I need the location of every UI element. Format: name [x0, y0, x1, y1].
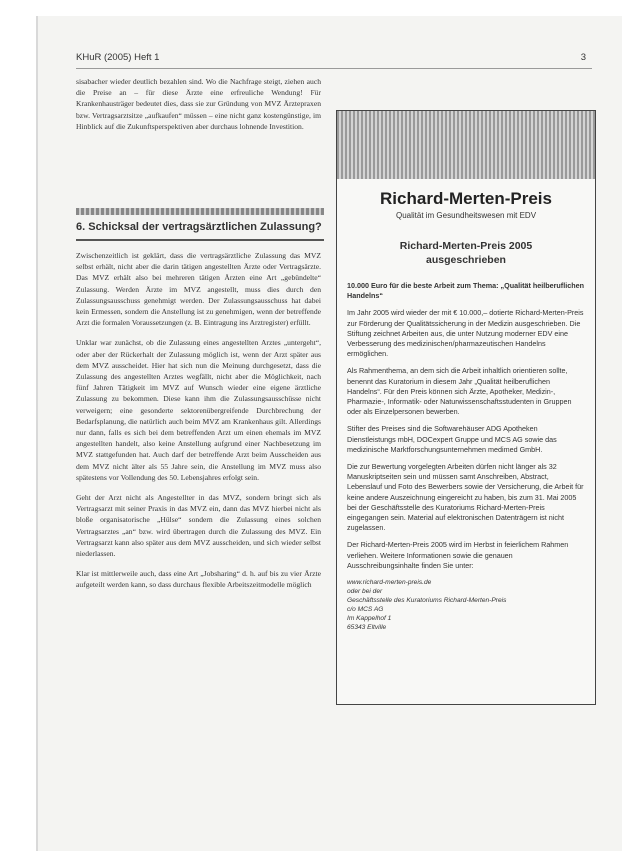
paragraph: Als Rahmenthema, an dem sich die Arbeit inhaltlich orientieren sollte, benennt das Kuratorium in diesem Jahr „Qualität heilberuflichen Handelns“. Für den Preis können sich Ärzte, Apotheker, Medizin-, Pharmazie-, Informatik- oder Naturwissenschaftsstudenten in Gruppen oder als Einzelpersonen bewerben.	[347, 366, 572, 417]
announcement-heading	[347, 239, 585, 267]
paragraph: Unklar war zunächst, ob die Zulassung eines angestellten Arztes „untergeht“, oder aber der Rückerhalt der Zulassung möglich ist, wenn der Arzt später aus dem MVZ ausscheidet. Hier hat sich nun die Meinung durchgesetzt, dass die Zulassung des angestellten Arztes wegfällt, nicht aber die Möglichkeit, nach fünf Jahren Tätigkeit im MVZ auf Wunsch wieder eine eigene ärztliche Zulassung zu bekommen. Diese kann ihm die Zulassungsausschüsse nicht verweigern; eine gesonderte sektorenübergreifende Durchbrechung der Bedarfsplanung, die natürlich auch beim MVZ am Krankenhaus gilt. Allerdings nur dann, falls es sich bei dem betreffenden Arzt um einen ehemals im MVZ angestellten handelt, also keine Anstellung aufgrund einer Nachbesetzung im MVZ stattgefunden hat. Auch darf der betreffende Arzt beim Ausscheiden aus dem MVZ nicht älter als 55 Jahre sein, die Anstellung im MVZ muss also spätestens vor Vollendung des 50. Lebensjahres erfolgt sein.	[76, 338, 321, 482]
announcement-content	[347, 281, 585, 632]
paragraph: sisabacher wieder deutlich bezahlen sind. Wo die Nachfrage steigt, ziehen auch die Preise an – für diese Ärzte eine erfreuliche Wendung! Für Krankenhausträger bedeutet dies, dass sie zur Gründung von MVZ Ärztepraxen bzw. Vertragsarztsitze „aufkaufen“ müssen – eine nicht ganz kostengünstige, im Hinblick auf die Zukunftsperspektiven aber durchaus lohnende Investition.	[76, 77, 321, 131]
announcement-box	[336, 110, 596, 705]
heading-line: ausgeschrieben	[426, 254, 506, 266]
contact-line: 65343 Eltville	[347, 624, 387, 632]
left-column-top	[76, 76, 321, 141]
intro-text: 10.000 Euro für die beste Arbeit zum Thema: „Qualität heilberuflichen Handelns“	[347, 281, 584, 301]
paragraph: Im Jahr 2005 wird wieder der mit € 10.000,– dotierte Richard-Merten-Preis zur Förderung der Qualitätssicherung in der Medizin ausgeschrieben. Die Stiftung zeichnet Arbeiten aus, die unter Nutzung moderner EDV eine Verbesserung des medizinischen/pharmazeutischen Handelns ermöglichen.	[347, 308, 584, 359]
paragraph: Geht der Arzt nicht als Angestellter in das MVZ, sondern bringt sich als Vertragsarzt mit seiner Praxis in das MVZ ein, dann das MVZ hierbei nicht als bloße organisatorische „Hülse“ sondern die Zulassung eines solchen Vertragsarztes „an“ bzw. wird übertragen durch die Zulassung des MVZ. Ein Vertragsarzt kann also später aus dem MVZ ausscheiden, und sich wieder selbst niederlassen.	[76, 493, 321, 559]
box-top-band	[337, 111, 595, 179]
contact-line: Geschäftsstelle des Kuratoriums Richard-Merten-Preis	[347, 597, 507, 605]
contact-block	[347, 578, 585, 632]
journal-reference: KHuR (2005) Heft 1	[76, 52, 160, 63]
contact-line: Im Kappelhof 1	[347, 615, 392, 623]
brand-subtitle: Qualität im Gesundheitswesen mit EDV	[395, 211, 537, 220]
contact-line: c/o MCS AG	[347, 606, 384, 614]
section-heading	[76, 208, 326, 248]
paragraph: Die zur Bewertung vorgelegten Arbeiten dürfen nicht länger als 32 Manuskriptseiten sein und müssen samt Anschreiben, Abstract, Lebenslauf und Foto des Bewerbers sowie der Versicherung, die Arbeit für keine andere Auszeichnung eingereicht zu haben, bis zum 31. Mai 2005 bei der Geschäftsstelle des Kuratoriums Richard-Merten-Preis eingegangen sein. Material auf elektronischen Datenträgern ist nicht zugelassen.	[347, 462, 584, 533]
brand-title: Richard-Merten-Preis	[380, 189, 552, 208]
website-link[interactable]: www.richard-merten-preis.de	[347, 579, 432, 587]
heading-line: Richard-Merten-Preis 2005	[399, 240, 533, 252]
paragraph: Klar ist mittlerweile auch, dass eine Art „Jobsharing“ d. h. auf bis zu vier Ärzte aufgeteilt werden kann, so dass durchaus flexible Arbeitszeitmodelle möglich	[76, 569, 321, 590]
page-header	[76, 52, 586, 66]
section-title: 6. Schicksal der vertragsärztlichen Zulassung?	[76, 221, 322, 233]
section-underline	[76, 239, 324, 241]
paragraph: Der Richard-Merten-Preis 2005 wird im Herbst in feierlichem Rahmen verliehen. Weitere Informationen sowie die genauen Ausschreibungsinhalte finden Sie unter:	[347, 540, 569, 570]
paragraph: Stifter des Preises sind die Softwarehäuser ADG Apotheken Dienstleistungs mbH, DOCexpert Gruppe und MCS AG sowie das medizinische Marktforschungsunternehmen medimed GmbH.	[347, 424, 557, 454]
page-number: 3	[580, 52, 586, 63]
contact-line: oder bei der	[347, 588, 383, 596]
header-rule	[76, 68, 592, 69]
section-bar	[76, 208, 324, 215]
paragraph: Zwischenzeitlich ist geklärt, dass die vertragsärztliche Zulassung das MVZ selbst erhält, nicht aber die darin tätigen angestellten Ärzte oder Vertragsärzte. Das MVZ erhält also bei mehreren tätigen Ärzten eine Art „gebündelte“ Zulassung. Werden Ärzte im MVZ angestellt, muss dies durch den Zulassungsausschuss genehmigt werden. Der Zulassungsausschuss hat dabei kein Ermessen, sondern die Anstellung ist zu genehmigen, wenn der betreffende Arzt die formalen Voraussetzungen (z. B. Eintragung ins Arztregister) erfüllt.	[76, 251, 321, 328]
left-column-body	[76, 250, 321, 600]
